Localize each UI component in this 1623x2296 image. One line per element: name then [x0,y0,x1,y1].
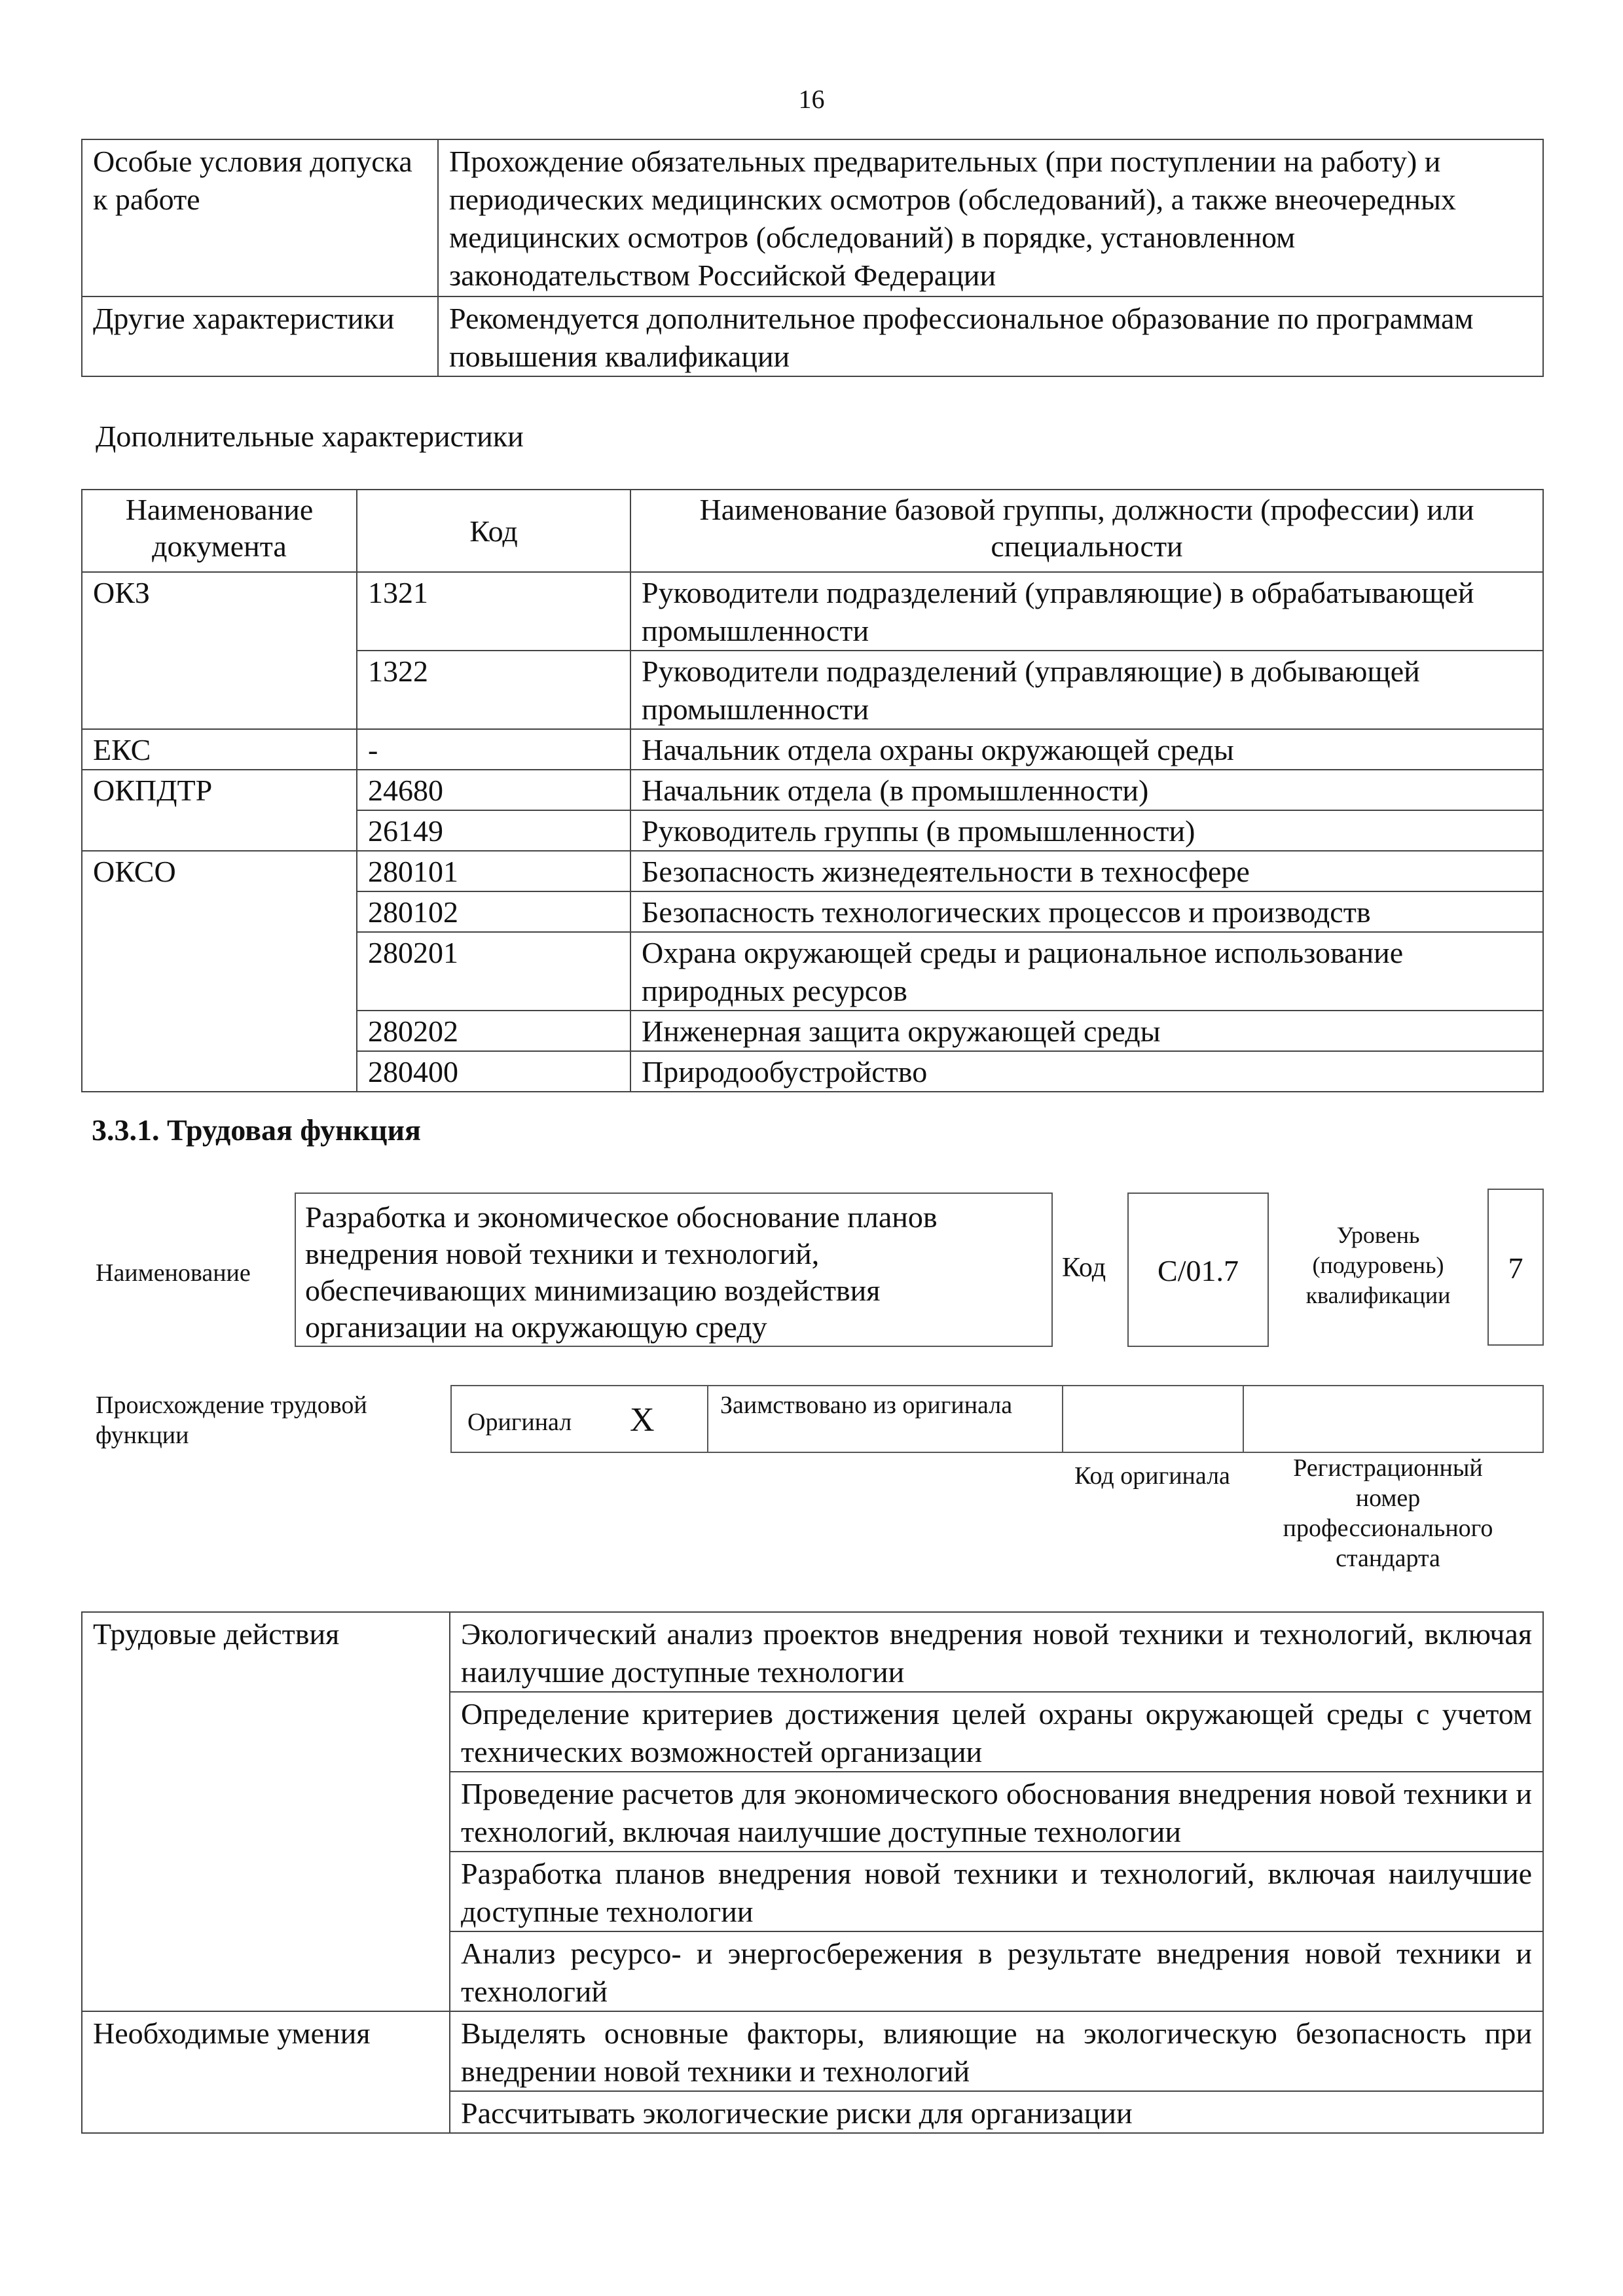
table-row [82,770,1543,810]
name-cell: Начальник отдела охраны окружающей среды [630,729,1543,770]
reg-caption: Регистрационный номер профессионального стандарта [1283,1454,1493,1572]
header-name: Наименование базовой группы, должности (профессии) или специальности [630,490,1543,572]
action-item: Экологический анализ проектов внедрения новой техники и технологий, включая наилучшие доступные технологии [450,1612,1543,1692]
code-cell: - [357,729,630,770]
code-cell: 280201 [357,932,630,1011]
table-row [82,851,1543,891]
level-label: Уровень (подуровень) квалификации [1305,1222,1451,1308]
row-value: Рекомендуется дополнительное профессиональное образование по программам повышения квалификации [438,296,1543,376]
table-row [82,729,1543,770]
table-row [82,2011,1543,2091]
divider [1062,1386,1063,1452]
code-cell: 280400 [357,1051,630,1092]
name-cell: Безопасность жизнедеятельности в техносфере [630,851,1543,891]
code-cell: 280101 [357,851,630,891]
table-row [82,572,1543,651]
name-cell: Руководители подразделений (управляющие) в обрабатывающей промышленности [630,572,1543,651]
table-row [82,1612,1543,1692]
borrowed-label: Заимствовано из оригинала [720,1391,1013,1419]
section-title: 3.3.1. Трудовая функция [92,1113,421,1147]
conditions-table [81,139,1544,377]
code-cell: 280202 [357,1011,630,1051]
doc-cell: ЕКС [82,729,357,770]
divider [1243,1386,1244,1452]
action-item: Определение критериев достижения целей охраны окружающей среды с учетом технических возможностей организации [450,1692,1543,1772]
original-label: Оригинал [467,1408,572,1436]
original-mark: X [630,1401,655,1439]
row-label: Особые условия допуска к работе [82,139,438,296]
name-cell: Руководители подразделений (управляющие) в добывающей промышленности [630,651,1543,729]
action-item: Анализ ресурсо- и энергосбережения в результате внедрения новой техники и технологий [450,1931,1543,2011]
row-label: Необходимые умения [82,2011,450,2133]
header-code: Код [357,490,630,572]
name-cell: Охрана окружающей среды и рациональное использование природных ресурсов [630,932,1543,1011]
table-row [82,296,1543,376]
skill-item: Рассчитывать экологические риски для организации [450,2091,1543,2133]
table-row [82,139,1543,296]
header-doc: Наименование документа [82,490,357,572]
table-header-row [82,490,1543,572]
doc-cell: ОКПДТР [82,770,357,851]
name-cell: Руководитель группы (в промышленности) [630,810,1543,851]
name-cell: Инженерная защита окружающей среды [630,1011,1543,1051]
skill-item: Выделять основные факторы, влияющие на экологическую безопасность при внедрении новой техники и технологий [450,2011,1543,2091]
doc-cell: ОКСО [82,851,357,1092]
additional-title: Дополнительные характеристики [96,420,524,453]
code-cell: 26149 [357,810,630,851]
code-cell: 24680 [357,770,630,810]
row-label: Другие характеристики [82,296,438,376]
code-cell: 1322 [357,651,630,729]
origin-label: Происхождение трудовой функции [96,1391,367,1449]
additional-table [81,489,1544,1092]
name-cell: Безопасность технологических процессов и производств [630,891,1543,932]
name-label: Наименование [96,1259,251,1287]
function-code-box: C/01.7 [1127,1193,1269,1347]
action-item: Проведение расчетов для экономического обоснования внедрения новой техники и технологий, включая наилучшие доступные технологии [450,1772,1543,1852]
page-number: 16 [798,84,825,114]
action-item: Разработка планов внедрения новой техники и технологий, включая наилучшие доступные технологии [450,1852,1543,1931]
divider [707,1386,708,1452]
level-box: 7 [1487,1189,1544,1346]
code-caption: Код оригинала [1074,1462,1230,1490]
doc-cell: ОКЗ [82,572,357,729]
actions-table [81,1611,1544,2134]
row-label: Трудовые действия [82,1612,450,2011]
row-value: Прохождение обязательных предварительных (при поступлении на работу) и периодических медицинских осмотров (обследований), а также внеочередных медицинских осмотров (обследований) в порядке, установленном законодательством Российской Федерации [438,139,1543,296]
name-cell: Природообустройство [630,1051,1543,1092]
function-name-box: Разработка и экономическое обоснование планов внедрения новой техники и технологий, обеспечивающих минимизацию воздействия организации на окружающую среду [295,1193,1053,1347]
name-cell: Начальник отдела (в промышленности) [630,770,1543,810]
origin-table [450,1385,1544,1453]
code-cell: 280102 [357,891,630,932]
code-label: Код [1062,1253,1106,1283]
code-cell: 1321 [357,572,630,651]
